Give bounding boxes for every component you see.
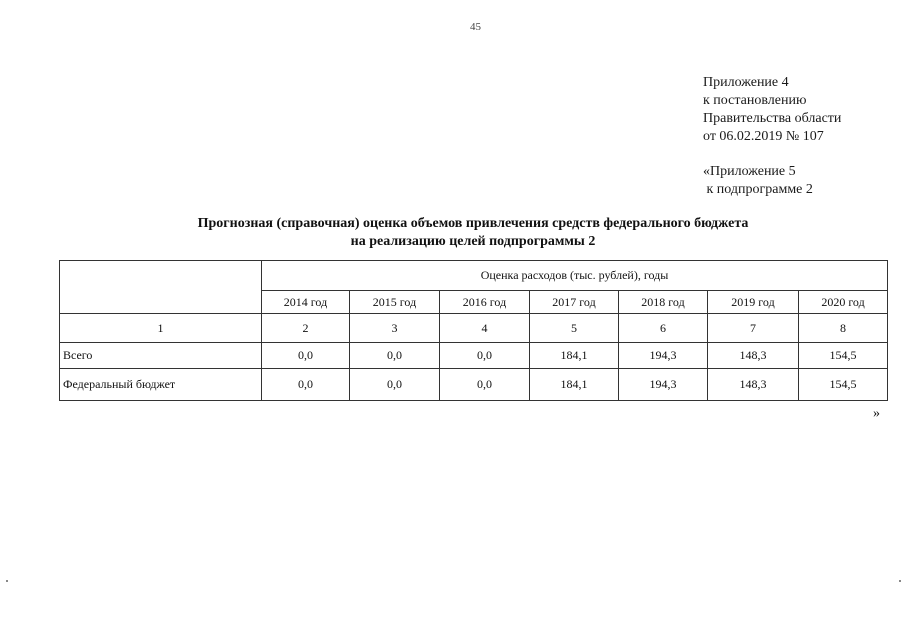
table-header-row <box>60 261 888 291</box>
table-row <box>60 369 888 401</box>
scan-speck <box>6 580 8 582</box>
column-number-cell: 7 <box>708 314 799 343</box>
value-cell: 194,3 <box>619 343 708 369</box>
year-header-cell: 2017 год <box>530 291 619 314</box>
appendix-reference <box>703 74 841 146</box>
row-label-cell: Всего <box>60 343 262 369</box>
value-cell: 154,5 <box>799 369 888 401</box>
title-line-2: на реализацию целей подпрограммы 2 <box>350 234 596 249</box>
appendix-line: от 06.02.2019 № 107 <box>703 129 824 144</box>
appendix-line: Правительства области <box>703 111 842 126</box>
year-header-cell: 2015 год <box>350 291 440 314</box>
document-title <box>60 215 886 251</box>
appendix-line: «Приложение 5 <box>703 164 796 179</box>
column-number-cell: 1 <box>60 314 262 343</box>
page-number: 45 <box>470 21 481 33</box>
value-cell: 194,3 <box>619 369 708 401</box>
value-cell: 0,0 <box>262 343 350 369</box>
value-cell: 184,1 <box>530 369 619 401</box>
appendix-line: к подпрограмме 2 <box>703 182 813 197</box>
title-line-1: Прогнозная (справочная) оценка объемов привлечения средств федерального бюджета <box>197 216 749 231</box>
closing-quote: » <box>873 406 880 421</box>
group-header-cell: Оценка расходов (тыс. рублей), годы <box>262 261 888 291</box>
budget-table <box>59 260 888 401</box>
value-cell: 184,1 <box>530 343 619 369</box>
appendix-subprogram-reference <box>703 163 813 199</box>
value-cell: 148,3 <box>708 369 799 401</box>
year-header-cell: 2020 год <box>799 291 888 314</box>
value-cell: 0,0 <box>440 343 530 369</box>
column-number-cell: 3 <box>350 314 440 343</box>
column-number-cell: 8 <box>799 314 888 343</box>
row-label-cell: Федеральный бюджет <box>60 369 262 401</box>
value-cell: 0,0 <box>440 369 530 401</box>
value-cell: 148,3 <box>708 343 799 369</box>
value-cell: 0,0 <box>350 343 440 369</box>
appendix-line: Приложение 4 <box>703 75 789 90</box>
scan-speck <box>899 580 901 582</box>
column-number-cell: 2 <box>262 314 350 343</box>
table-row <box>60 343 888 369</box>
value-cell: 0,0 <box>262 369 350 401</box>
column-number-row <box>60 314 888 343</box>
year-header-cell: 2014 год <box>262 291 350 314</box>
column-number-cell: 5 <box>530 314 619 343</box>
year-header-cell: 2016 год <box>440 291 530 314</box>
empty-header-cell <box>60 261 262 314</box>
value-cell: 154,5 <box>799 343 888 369</box>
value-cell: 0,0 <box>350 369 440 401</box>
column-number-cell: 4 <box>440 314 530 343</box>
column-number-cell: 6 <box>619 314 708 343</box>
year-header-cell: 2019 год <box>708 291 799 314</box>
appendix-line: к постановлению <box>703 93 807 108</box>
year-header-cell: 2018 год <box>619 291 708 314</box>
